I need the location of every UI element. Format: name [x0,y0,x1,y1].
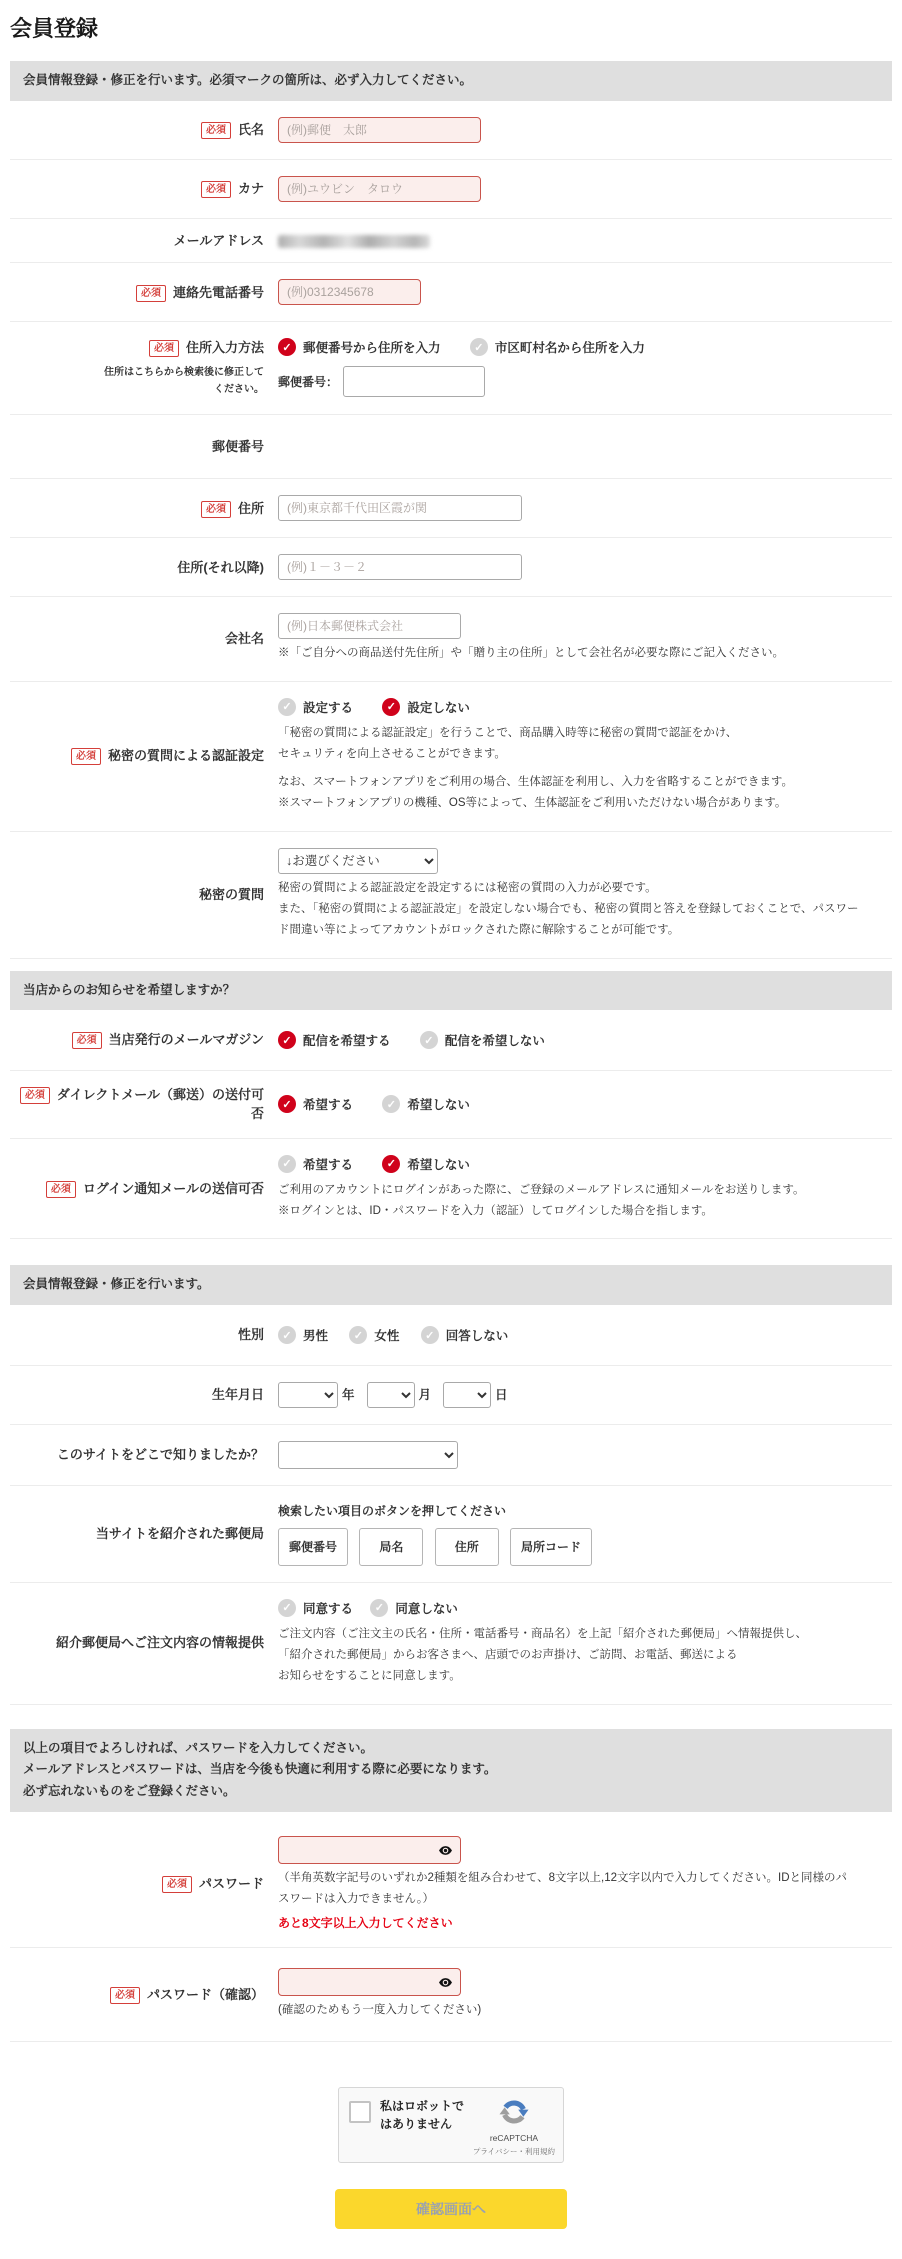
kana-label: カナ [237,181,264,197]
required-badge: 必須 [72,1032,102,1049]
search-by-zip-button[interactable]: 郵便番号 [278,1528,348,1566]
zip-inline-label: 郵便番号： [278,375,339,390]
recaptcha-terms-link[interactable]: プライバシー・利用規約 [472,2147,555,2156]
password-error: あと8文字以上入力してください [278,1915,453,1930]
row-gender [10,1305,892,1366]
row-birthday [10,1366,892,1425]
radio-unchecked-icon: ✓ [278,1326,296,1344]
required-badge: 必須 [149,340,179,357]
radio-option-loginmail-yes[interactable]: ✓ 希望する [278,1155,353,1173]
secret-setting-note2: なお、スマートフォンアプリをご利用の場合、生体認証を利用し、入力を省略することができます。 ※スマートフォンアプリの機種、OS等によって、生体認証をご利用いただけない場合があります。 [278,776,793,810]
extra-form-section [0,1305,902,1704]
unit-month: 月 [418,1387,432,1402]
radio-option-agree[interactable]: ✓ 同意する [278,1599,353,1617]
search-by-office-code-button[interactable]: 局所コード [510,1528,592,1566]
row-password [10,1812,892,1948]
page-title: 会員登録 [10,16,99,41]
secret-setting-label: 秘密の質問による認証設定 [107,748,264,764]
recaptcha-label: 私はロボットではありません [380,2099,465,2131]
directmail-label: ダイレクトメール（郵送）の送付可否 [56,1086,264,1122]
phone-input[interactable] [278,279,421,305]
company-note: ※「ご自分への商品送付先住所」や「贈り主の住所」として会社名が必要な際にご記入ください。 [278,647,784,660]
notify-form-section [0,1010,902,1239]
info-provide-label: 紹介郵便局へご注文内容の情報提供 [55,1635,264,1651]
address2-label: 住所(それ以降) [177,559,264,575]
recaptcha-logo-icon [499,2097,529,2127]
radio-unchecked-icon: ✓ [420,1031,438,1049]
required-badge: 必須 [162,1876,192,1893]
radio-checked-icon: ✓ [278,338,296,356]
radio-checked-icon: ✓ [278,1031,296,1049]
password-label: パスワード [198,1875,264,1891]
row-address-method [10,322,892,415]
kana-input[interactable] [278,176,481,202]
referrer-select[interactable] [278,1441,458,1469]
radio-option-disagree[interactable]: ✓ 同意しない [370,1599,458,1617]
row-post-office [10,1486,892,1583]
row-zip [10,415,892,480]
radio-option-male[interactable]: ✓ 男性 [278,1326,328,1344]
radio-checked-icon: ✓ [278,1095,296,1113]
unit-day: 日 [495,1387,508,1402]
radio-option-mailmag-no[interactable]: ✓ 配信を希望しない [420,1031,545,1049]
required-badge: 必須 [46,1181,76,1198]
recaptcha-widget [338,2087,564,2163]
mailmag-label: 当店発行のメールマガジン [108,1032,264,1048]
birth-day-select[interactable] [443,1382,491,1408]
zip-search-input[interactable] [343,366,485,397]
password-note: （半角英数字記号のいずれか2種類を組み合わせて、8文字以上,12文字以内で入力してください。IDと同様のパスワードは入力できません。） [278,1872,848,1906]
company-input[interactable] [278,613,461,639]
company-label: 会社名 [224,631,264,647]
radio-option-secret-on[interactable]: ✓ 設定する [278,698,353,716]
row-directmail [10,1071,892,1139]
info-provide-note: ご注文内容（ご注文主の氏名・住所・電話番号・商品名）を上記「紹介された郵便局」へ情報提供し、 「紹介された郵便局」からお客さまへ、店頭でのお声掛け、ご訪問、お電話、郵送による お知らせをすることに同意します。 [278,1627,807,1683]
address-method-label: 住所入力方法 [185,340,264,356]
show-password-icon[interactable] [438,1975,453,1990]
radio-unchecked-icon: ✓ [370,1599,388,1617]
row-info-provide [10,1583,892,1705]
gender-label: 性別 [237,1327,264,1343]
row-kana [10,160,892,219]
row-address2 [10,538,892,597]
birth-year-select[interactable] [278,1382,338,1408]
radio-option-directmail-yes[interactable]: ✓ 希望する [278,1095,353,1113]
radio-unchecked-icon: ✓ [421,1326,439,1344]
row-address [10,479,892,538]
loginmail-label: ログイン通知メールの送信可否 [82,1180,264,1196]
radio-unchecked-icon: ✓ [382,1095,400,1113]
name-label: 氏名 [237,122,264,138]
radio-option-by-city[interactable]: ✓ 市区町村名から住所を入力 [470,338,645,356]
confirm-button[interactable]: 確認画面へ [335,2189,567,2229]
search-by-office-name-button[interactable]: 局名 [359,1528,423,1566]
section-header-info2: 会員情報登録・修正を行います。 [10,1265,892,1305]
radio-unchecked-icon: ✓ [278,1599,296,1617]
zip-label: 郵便番号 [211,438,264,454]
section-header-password: 以上の項目でよろしければ、パスワードを入力してください。 メールアドレスとパスワードは、当店を今後も快適に利用する際に必要になります。 必ず忘れないものをご登録ください。 [10,1729,892,1813]
radio-option-mailmag-yes[interactable]: ✓ 配信を希望する [278,1031,391,1049]
radio-option-female[interactable]: ✓ 女性 [349,1326,399,1344]
show-password-icon[interactable] [438,1843,453,1858]
radio-checked-icon: ✓ [382,698,400,716]
referrer-label: このサイトをどこで知りましたか？ [56,1447,264,1463]
required-badge: 必須 [136,285,166,302]
password-input[interactable] [278,1836,461,1864]
row-name [10,101,892,160]
address2-input[interactable] [278,554,522,580]
required-badge: 必須 [201,122,231,139]
address-label: 住所 [237,500,264,516]
recaptcha-brand: reCAPTCHA [489,2133,539,2143]
radio-option-loginmail-no[interactable]: ✓ 希望しない [382,1155,470,1173]
search-by-address-button[interactable]: 住所 [435,1528,499,1566]
post-office-label: 当サイトを紹介された郵便局 [95,1526,264,1542]
secret-setting-note1: 「秘密の質問による認証設定」を行うことで、商品購入時等に秘密の質問で認証をかけ、 セキュリティを向上させることができます。 [278,726,738,760]
row-secret-question [10,832,892,959]
post-office-note: 検索したい項目のボタンを押してください [278,1503,507,1518]
secret-question-label: 秘密の質問 [198,886,264,902]
secret-question-select[interactable] [278,848,438,874]
password-form-section [0,1812,902,2042]
radio-option-by-zip[interactable]: ✓ 郵便番号から住所を入力 [278,338,441,356]
name-input[interactable] [278,117,481,143]
required-badge: 必須 [71,748,101,765]
row-referrer [10,1425,892,1486]
password-confirm-input[interactable] [278,1968,461,1996]
radio-checked-icon: ✓ [382,1155,400,1173]
row-secret-setting [10,682,892,832]
birth-month-select[interactable] [367,1382,415,1408]
address-input[interactable] [278,495,522,521]
radio-unchecked-icon: ✓ [278,698,296,716]
required-badge: 必須 [201,181,231,198]
phone-label: 連絡先電話番号 [172,284,264,300]
row-email [10,219,892,264]
password-confirm-label: パスワード（確認） [146,1986,264,2002]
section-header-notify: 当店からのお知らせを希望しますか？ [10,971,892,1011]
email-label: メールアドレス [173,232,264,248]
unit-year: 年 [342,1387,355,1402]
row-company [10,597,892,681]
radio-unchecked-icon: ✓ [349,1326,367,1344]
row-loginmail [10,1139,892,1240]
loginmail-note: ご利用のアカウントにログインがあった際に、ご登録のメールアドレスに通知メールをお送りします。 ※ログインとは、ID・パスワードを入力（認証）してログインした場合を指します。 [278,1183,805,1218]
row-mailmag [10,1010,892,1071]
birthday-label: 生年月日 [211,1387,264,1403]
radio-option-secret-off[interactable]: ✓ 設定しない [382,698,470,716]
secret-question-note: 秘密の質問による認証設定を設定するには秘密の質問の入力が必要です。 また、「秘密の質問による認証設定」を設定しない場合でも、秘密の質問と答えを登録しておくことで、パスワード間違い等によってアカウントがロックされた際に解除することが可能です。 [278,881,859,937]
radio-option-directmail-no[interactable]: ✓ 希望しない [382,1095,470,1113]
radio-unchecked-icon: ✓ [278,1155,296,1173]
address-method-sublabel: 住所はこちらから検索後に修正してください。 [104,366,264,395]
profile-form-section [0,101,902,959]
row-phone [10,263,892,322]
required-badge: 必須 [20,1087,50,1104]
password-confirm-note: (確認のためもう一度入力してください) [278,2003,482,2016]
email-value-redacted [278,235,430,248]
recaptcha-checkbox[interactable] [349,2101,371,2123]
required-badge: 必須 [201,501,231,518]
row-password-confirm [10,1948,892,2042]
section-header-info1: 会員情報登録・修正を行います。必須マークの箇所は、必ず入力してください。 [10,61,892,101]
required-badge: 必須 [110,1987,140,2004]
radio-unchecked-icon: ✓ [470,338,488,356]
radio-option-no-answer[interactable]: ✓ 回答しない [421,1326,509,1344]
